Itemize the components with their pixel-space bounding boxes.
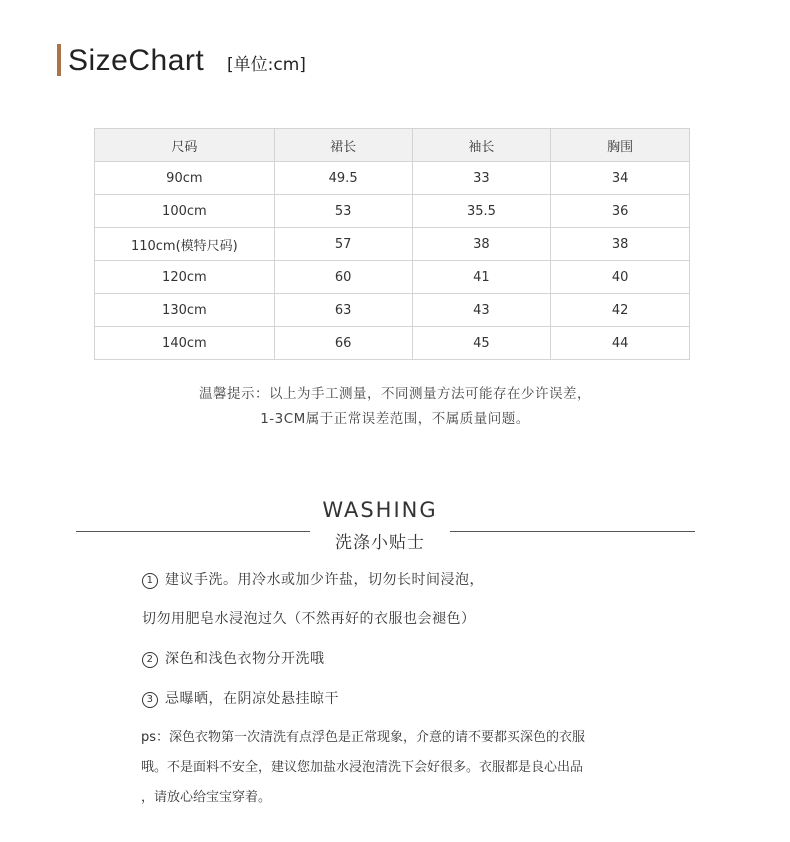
table-cell: 57 (274, 228, 412, 261)
circled-number-icon: 2 (142, 652, 158, 668)
title-accent-bar (57, 44, 61, 76)
table-row (95, 261, 690, 294)
table-row (95, 228, 690, 261)
table-header-row (95, 129, 690, 162)
table-row (95, 294, 690, 327)
washing-item-text: 忌曝晒，在阴凉处悬挂晾干 (165, 691, 339, 707)
table-cell: 40 (551, 261, 690, 294)
size-table (94, 128, 690, 360)
table-cell: 45 (412, 327, 551, 360)
table-cell: 53 (274, 195, 412, 228)
table-row (95, 327, 690, 360)
table-cell: 100cm (95, 195, 275, 228)
table-cell: 90cm (95, 162, 275, 195)
table-cell: 33 (412, 162, 551, 195)
column-header-size: 尺码 (95, 129, 275, 162)
ps-note-line-2: 哦。不是面料不安全，建议您加盐水浸泡清洗下会好很多。衣服都是良心出品 (141, 760, 584, 775)
measurement-tips (0, 382, 790, 432)
tips-line-1: 温馨提示：以上为手工测量，不同测量方法可能存在少许误差， (199, 386, 591, 402)
table-cell: 44 (551, 327, 690, 360)
table-row (95, 195, 690, 228)
table-row (95, 162, 690, 195)
page-title: SizeChart (68, 44, 205, 77)
washing-item-text: 深色和浅色衣物分开洗哦 (165, 651, 325, 667)
washing-title: WASHING (322, 498, 438, 522)
table-cell: 120cm (95, 261, 275, 294)
washing-item-3 (142, 688, 339, 710)
table-cell: 43 (412, 294, 551, 327)
column-header-chest: 胸围 (551, 129, 690, 162)
table-cell: 60 (274, 261, 412, 294)
table-cell: 41 (412, 261, 551, 294)
washing-item-2 (142, 648, 325, 670)
table-cell: 66 (274, 327, 412, 360)
circled-number-icon: 1 (142, 573, 158, 589)
ps-note-line-3: ，请放心给宝宝穿着。 (141, 790, 272, 805)
washing-item-text: 建议手洗。用冷水或加少许盐，切勿长时间浸泡， (165, 572, 484, 588)
table-cell: 36 (551, 195, 690, 228)
column-header-length: 裙长 (274, 129, 412, 162)
ps-note-line-1: ps：深色衣物第一次清洗有点浮色是正常现象，介意的请不要都买深色的衣服 (141, 730, 586, 745)
table-cell: 42 (551, 294, 690, 327)
washing-subtitle: 洗涤小贴士 (335, 533, 425, 553)
unit-label: [单位:cm] (227, 55, 306, 75)
table-cell: 63 (274, 294, 412, 327)
table-cell: 140cm (95, 327, 275, 360)
table-cell: 38 (412, 228, 551, 261)
table-cell: 130cm (95, 294, 275, 327)
circled-number-icon: 3 (142, 692, 158, 708)
washing-item-1-continued (142, 608, 476, 630)
table-cell: 49.5 (274, 162, 412, 195)
table-cell: 34 (551, 162, 690, 195)
washing-item-1 (142, 569, 484, 591)
washing-item-text: 切勿用肥皂水浸泡过久（不然再好的衣服也会褪色） (142, 611, 476, 627)
table-cell: 38 (551, 228, 690, 261)
column-header-sleeve: 袖长 (412, 129, 551, 162)
table-cell: 110cm(模特尺码) (95, 228, 275, 261)
tips-line-2: 1-3CM属于正常误差范围，不属质量问题。 (260, 411, 530, 427)
table-cell: 35.5 (412, 195, 551, 228)
